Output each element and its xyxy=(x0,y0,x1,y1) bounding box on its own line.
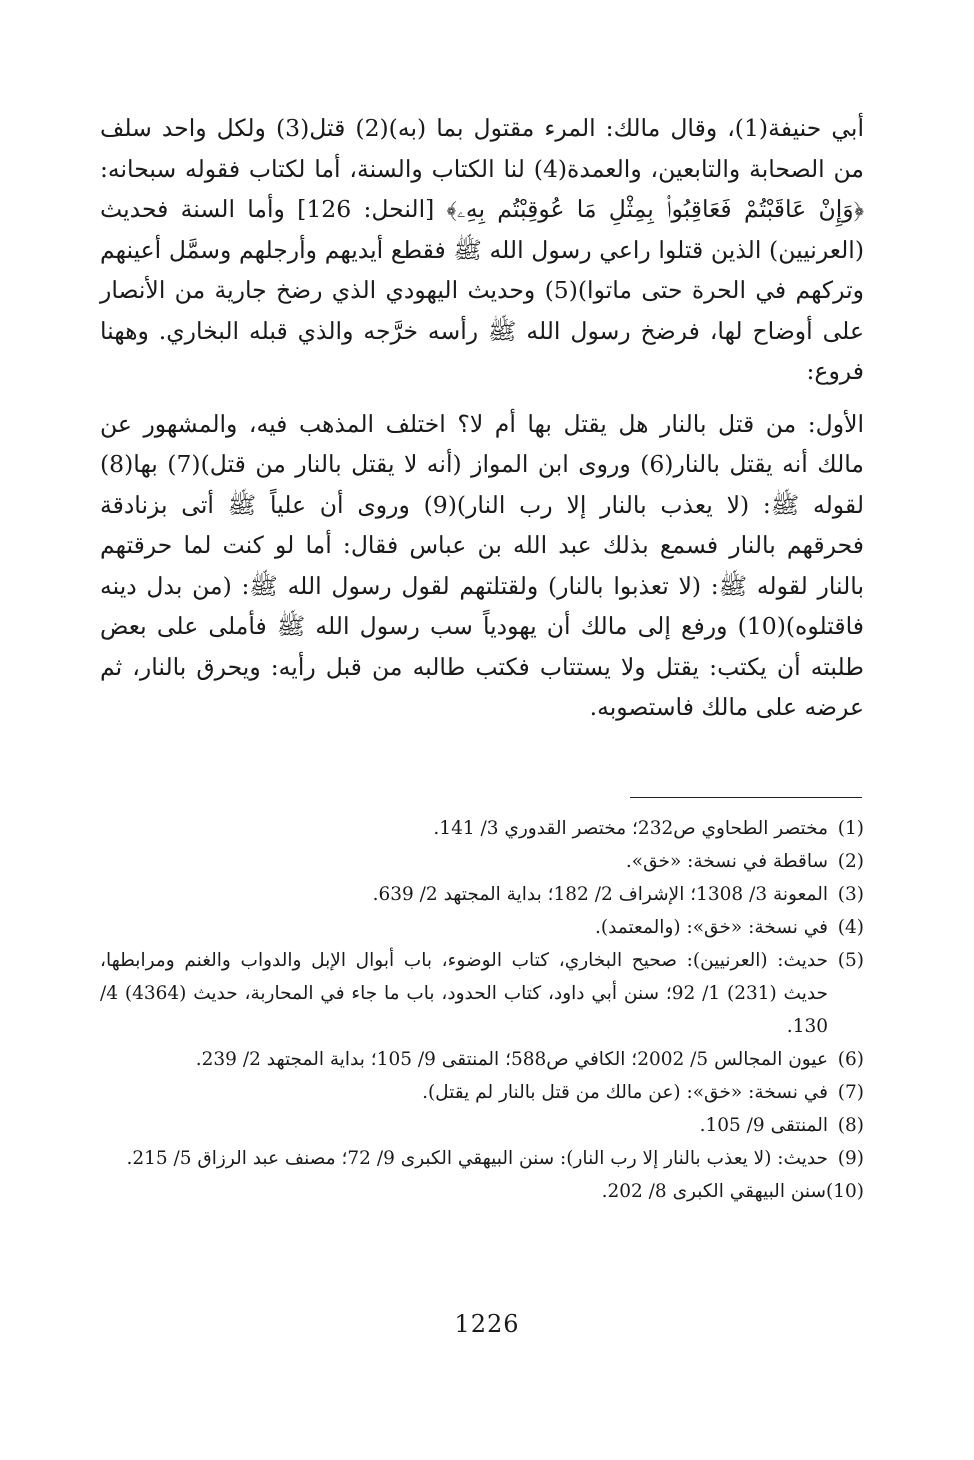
footnote-number: (2) xyxy=(837,851,864,872)
footnote-item xyxy=(100,845,864,878)
footnote-number: (10) xyxy=(826,1181,864,1202)
footnote-number: (8) xyxy=(837,1115,864,1136)
footnote-text: في نسخة: «خق»: (عن مالك من قتل بالنار لم يقتل). xyxy=(422,1082,828,1103)
footnote-number: (6) xyxy=(837,1049,864,1070)
body-paragraph: الأول: من قتل بالنار هل يقتل بها أم لا؟ اختلف المذهب فيه، والمشهور عن مالك أنه يقتل بالنار(6) وروى ابن المواز (أنه لا يقتل بالنار من قتل)(7) بها(8) لقوله ﷺ: (لا يعذب بالنار إلا رب النار)(9) وروى أن علياً ﷺ أتى بزنادقة فحرقهم بالنار فسمع بذلك عبد الله بن عباس فقال: أما لو كنت لما حرقتهم بالنار لقوله ﷺ: (لا تعذبوا بالنار) ولقتلتهم لقول رسول الله ﷺ: (من بدل دينه فاقتلوه)(10) ورفع إلى مالك أن يهودياً سب رسول الله ﷺ فأملى على بعض طلبته أن يكتب: يقتل ولا يستتاب فكتب طالبه من قبل رأيه: ويحرق بالنار، ثم عرضه على مالك فاستصوبه. xyxy=(100,409,864,721)
footnote-text: حديث: (العرنيين): صحيح البخاري، كتاب الوضوء، باب أبوال الإبل والدواب والغنم ومرابطها، حديث (231) 1/ 92؛ سنن أبي داود، كتاب الحدود، باب ما جاء في المحاربة، حديث (4364) 4/ 130. xyxy=(100,950,828,1037)
footnote-number: (4) xyxy=(837,917,864,938)
footnote-item xyxy=(100,1175,864,1208)
footnote-number: (9) xyxy=(837,1148,864,1169)
footnote-item xyxy=(100,1109,864,1142)
footnote-divider xyxy=(630,797,862,798)
footnote-item xyxy=(100,878,864,911)
footnote-item xyxy=(100,911,864,944)
footnote-item xyxy=(100,944,864,1043)
footnote-number: (5) xyxy=(837,950,864,971)
footnote-text: ساقطة في نسخة: «خق». xyxy=(625,851,828,872)
footnote-item xyxy=(100,1076,864,1109)
footnote-item xyxy=(100,1043,864,1076)
body-paragraph: أبي حنيفة(1)، وقال مالك: المرء مقتول بما (به)(2) قتل(3) ولكل واحد سلف من الصحابة والتابعين، والعمدة(4) لنا الكتاب والسنة، أما لكتاب فقوله سبحانه: ﴿وَإِنْ عَاقَبْتُمْ فَعَاقِبُوا۟ بِمِثْلِ مَا عُوقِبْتُم بِهِۦ﴾ [النحل: 126] وأما السنة فحديث (العرنيين) الذين قتلوا راعي رسول الله ﷺ فقطع أيديهم وأرجلهم وسمَّل أعينهم وتركهم في الحرة حتى ماتوا)(5) وحديث اليهودي الذي رضخ جارية من الأنصار على أوضاح لها، فرضخ رسول الله ﷺ رأسه خرَّجه والذي قبله البخاري. وههنا فروع: xyxy=(100,114,865,385)
footnote-number: (7) xyxy=(837,1082,864,1103)
footnote-text: عيون المجالس 5/ 2002؛ الكافي ص588؛ المنتقى 9/ 105؛ بداية المجتهد 2/ 239. xyxy=(195,1049,828,1070)
footnote-item xyxy=(100,1142,864,1175)
page-number: 1226 xyxy=(454,1310,520,1338)
footnote-text: حديث: (لا يعذب بالنار إلا رب النار): سنن البيهقي الكبرى 9/ 72؛ مصنف عبد الرزاق 5/ 215. xyxy=(126,1148,828,1169)
footnotes xyxy=(100,812,864,1208)
footnote-text: سنن البيهقي الكبرى 8/ 202. xyxy=(601,1181,827,1202)
footnote-text: المنتقى 9/ 105. xyxy=(699,1115,828,1136)
main-text xyxy=(100,108,864,728)
footnote-text: المعونة 3/ 1308؛ الإشراف 2/ 182؛ بداية المجتهد 2/ 639. xyxy=(372,884,828,905)
footnote-number: (1) xyxy=(837,818,864,839)
footnote-text: في نسخة: «خق»: (والمعتمد). xyxy=(594,917,828,938)
footnote-text: مختصر الطحاوي ص232؛ مختصر القدوري 3/ 141. xyxy=(433,818,828,839)
footnote-number: (3) xyxy=(837,884,864,905)
footnote-item xyxy=(100,812,864,845)
